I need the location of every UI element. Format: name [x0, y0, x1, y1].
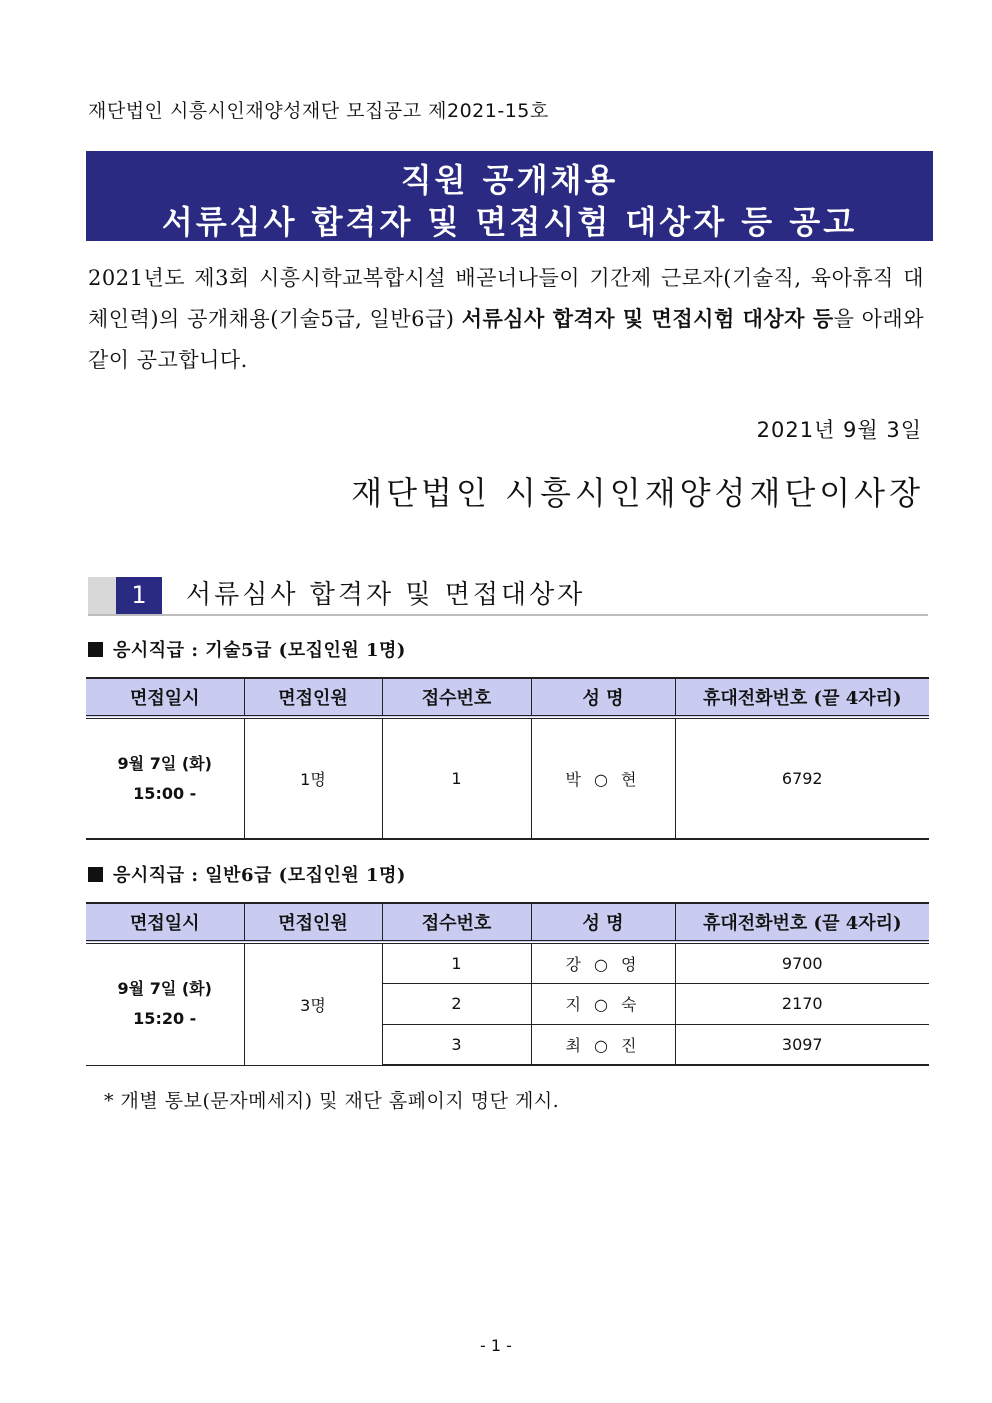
col-phone: 휴대전화번호 (끝 4자리) — [675, 903, 929, 942]
table-header-row — [86, 903, 929, 942]
receipt-number: 3 — [382, 1024, 531, 1065]
square-bullet-icon — [88, 867, 103, 882]
group1-label-text: 응시직급 : 기술5급 (모집인원 1명) — [113, 640, 406, 661]
section-number: 1 — [116, 577, 162, 614]
phone-last-4: 9700 — [675, 942, 929, 983]
col-phone: 휴대전화번호 (끝 4자리) — [675, 678, 929, 717]
col-name: 성 명 — [531, 903, 675, 942]
interview-count: 3명 — [244, 942, 382, 1065]
phone-last-4: 2170 — [675, 983, 929, 1024]
phone-last-4: 3097 — [675, 1024, 929, 1065]
col-interview-time: 면접일시 — [86, 903, 244, 942]
intro-text: 2021년도 제3회 시흥시학교복합시설 배곧너나들이 기간제 근로자(기술직, 육아휴직 대체인력)의 공개채용(기술5급, 일반6급) — [88, 266, 924, 331]
table-row — [86, 717, 929, 839]
table-header-row — [86, 678, 929, 717]
applicant-name: 강 ○ 영 — [531, 942, 675, 983]
receipt-number: 2 — [382, 983, 531, 1024]
col-name: 성 명 — [531, 678, 675, 717]
group1-table — [86, 677, 929, 840]
interview-date: 9월 7일 (화) — [117, 979, 212, 999]
receipt-number: 1 — [382, 942, 531, 983]
section-header — [88, 577, 928, 616]
col-receipt-number: 접수번호 — [382, 678, 531, 717]
col-interview-time: 면접일시 — [86, 678, 244, 717]
group1-label — [88, 636, 406, 662]
square-bullet-icon — [88, 642, 103, 657]
intro-paragraph — [88, 258, 924, 381]
interview-count: 1명 — [244, 717, 382, 839]
title-line-2: 서류심사 합격자 및 면접시험 대상자 등 공고 — [161, 203, 858, 241]
interview-time: 15:00 - — [133, 783, 197, 803]
group2-table — [86, 902, 929, 1066]
applicant-name: 박 ○ 현 — [531, 717, 675, 839]
interview-date: 9월 7일 (화) — [117, 753, 212, 773]
applicant-name: 지 ○ 숙 — [531, 983, 675, 1024]
announcement-date: 2021년 9월 3일 — [756, 418, 922, 442]
col-interview-count: 면접인원 — [244, 678, 382, 717]
phone-last-4: 6792 — [675, 717, 929, 839]
applicant-name: 최 ○ 진 — [531, 1024, 675, 1065]
col-receipt-number: 접수번호 — [382, 903, 531, 942]
section-title: 서류심사 합격자 및 면접대상자 — [186, 580, 586, 610]
group2-label — [88, 861, 406, 887]
group2-label-text: 응시직급 : 일반6급 (모집인원 1명) — [113, 865, 406, 886]
title-line-1: 직원 공개채용 — [400, 161, 619, 199]
interview-datetime — [86, 717, 244, 839]
page-number: - 1 - — [480, 1336, 512, 1355]
footnote: * 개별 통보(문자메세지) 및 재단 홈페이지 명단 게시. — [104, 1090, 560, 1112]
document-number: 재단법인 시흥시인재양성재단 모집공고 제2021-15호 — [88, 100, 549, 122]
title-banner — [86, 151, 933, 241]
interview-time: 15:20 - — [133, 1009, 197, 1029]
table-row — [86, 942, 929, 983]
intro-tail: 을 아래와 같이 공고합니다. — [88, 307, 924, 372]
section-number-box — [88, 577, 162, 614]
interview-datetime — [86, 942, 244, 1065]
receipt-number: 1 — [382, 717, 531, 839]
intro-bold-text: 서류심사 합격자 및 면접시험 대상자 등 — [461, 307, 834, 331]
issuer-name: 재단법인 시흥시인재양성재단이사장 — [351, 474, 924, 512]
col-interview-count: 면접인원 — [244, 903, 382, 942]
